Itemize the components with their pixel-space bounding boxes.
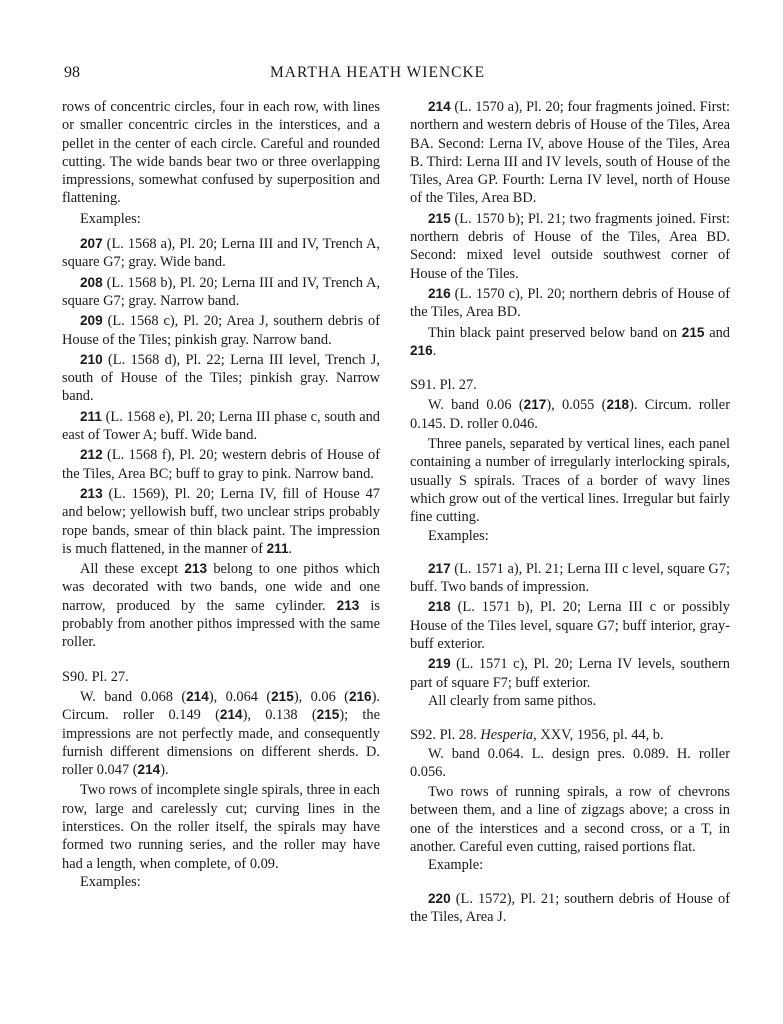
examples-label: Example:	[428, 857, 484, 874]
same-pithos-note: All clearly from same pithos.	[428, 692, 597, 709]
note-text: .	[432, 342, 437, 359]
right-column	[410, 98, 730, 926]
entry-number: 214	[428, 99, 451, 114]
entry-text: (L. 1571 b), Pl. 20; Lerna III c or possibly House of the Tiles level, square G7; buff interior, gray-buff exterior.	[410, 599, 730, 653]
entry-number: 209	[80, 313, 103, 329]
catalog-entry-218	[410, 598, 730, 653]
entry-number: 217	[428, 560, 451, 576]
entry-reference: 215	[681, 324, 705, 340]
entry-text: (L. 1570 b); Pl. 21; two fragments joined. First: northern debris of House of the Tiles, Area BD. Second: mixed level outside southwest corner of House of the Tiles.	[410, 210, 730, 282]
s91-description: Three panels, separated by vertical lines, each panel containing a number of irregularly interlocking spirals, usually S spirals. Traces of a border of wavy lines which grow out of the vertical lines. Irregular but fairly fine cutting.	[410, 436, 730, 526]
pithos-note	[62, 560, 380, 651]
catalog-entry-208	[62, 274, 380, 311]
meas-text: ); the impressions are not perfectly made, and consequently furnish different dimensions on different sherds. D. roller 0.047 (	[62, 707, 380, 779]
entry-reference: 215	[316, 707, 340, 723]
heading-text: , XXV, 1956, pl. 44, b.	[533, 727, 664, 744]
entry-text: (L. 1568 a), Pl. 20; Lerna III and IV, Trench A, square G7; gray. Wide band.	[62, 236, 380, 271]
entry-text: (L. 1568 f), Pl. 20; western debris of House of the Tiles, Area BC; buff to gray to pink. Narrow band.	[62, 447, 380, 482]
entry-reference: 217	[523, 397, 547, 413]
meas-text: ), 0.06 (	[293, 688, 349, 705]
entry-reference: 214	[137, 762, 161, 778]
meas-text: ).	[160, 762, 169, 779]
note-text: is probably from another pithos impressed with the same roller.	[62, 597, 380, 651]
entry-text: (L. 1571 c), Pl. 20; Lerna IV levels, southern part of square F7; buff exterior.	[410, 656, 730, 691]
examples-label: Examples:	[80, 210, 141, 227]
entry-reference: 213	[184, 561, 208, 577]
left-column	[62, 98, 380, 891]
entry-number: 220	[428, 890, 451, 906]
entry-reference: 211	[266, 540, 289, 556]
entry-number: 207	[80, 236, 103, 252]
entry-text: (L. 1572), Pl. 21; southern debris of House of the Tiles, Area J.	[410, 890, 730, 925]
entry-reference: 216	[410, 342, 433, 358]
heading-text: S92. Pl. 28.	[410, 727, 481, 744]
catalog-entry-207	[62, 235, 380, 272]
entry-text: (L. 1570 c), Pl. 20; northern debris of House of the Tiles, Area BD.	[410, 285, 730, 321]
paragraph: rows of concentric circles, four in each row, with lines or smaller concentric circles in the interstices, and a pellet in the center of each circle. Careful and rounded cutting. The wide bands bear two or three overlapping impressions, somewhat confused by superposition and flattening.	[62, 99, 380, 207]
catalog-entry-217	[410, 560, 730, 597]
s92-measurements: W. band 0.064. L. design pres. 0.089. H. roller 0.056.	[410, 745, 730, 780]
catalog-entry-214	[410, 98, 730, 208]
entry-text: (L. 1570 a), Pl. 20; four fragments joined. First: northern and western debris of House of the Tiles, Area BA. Second: Lerna IV, above House of the Tiles, Area B. Third: Lerna III and IV levels, south of House of the Tiles, Area GP. Fourth: Lerna IV level, north of House of the Tiles, Area BD.	[410, 99, 730, 207]
catalog-entry-215	[410, 210, 730, 283]
catalog-entry-209	[62, 312, 380, 349]
entry-reference: 214	[219, 707, 243, 723]
entry-text: (L. 1568 b), Pl. 20; Lerna III and IV, Trench A, square G7; gray. Narrow band.	[62, 274, 380, 309]
entry-reference: 216	[348, 688, 372, 704]
note-text: All these except	[80, 561, 185, 578]
entry-number: 215	[428, 210, 451, 226]
entry-text: (L. 1571 a), Pl. 21; Lerna III c level, square G7; buff. Two bands of impression.	[410, 560, 731, 596]
entry-number: 218	[428, 599, 451, 615]
note-text: and	[704, 324, 730, 341]
entry-reference: 213	[336, 597, 360, 613]
meas-text: ). Circum. roller 0.149 (	[62, 688, 381, 724]
note-text: Thin black paint preserved below band on	[428, 324, 682, 341]
catalog-entry-220	[410, 890, 730, 927]
meas-text: ), 0.064 (	[208, 688, 272, 705]
examples-label: Examples:	[80, 873, 141, 890]
examples-label: Examples:	[428, 527, 489, 544]
meas-text: ), 0.138 (	[242, 707, 317, 724]
entry-text: .	[288, 540, 293, 557]
entry-reference: 214	[186, 688, 209, 704]
page-number: 98	[64, 64, 80, 81]
entry-text: (L. 1568 e), Pl. 20; Lerna III phase c, south and east of Tower A; buff. Wide band.	[62, 408, 380, 444]
catalog-entry-211	[62, 408, 380, 445]
entry-number: 219	[428, 656, 451, 672]
s92-description: Two rows of running spirals, a row of chevrons between them, and a line of zigzags above; a cross in one of the interstices and a second cross, or a T, in another. Careful even cutting, raised portions flat.	[410, 784, 730, 855]
entry-number: 216	[428, 285, 451, 301]
journal-title: Hesperia	[480, 727, 534, 744]
entry-number: 213	[80, 485, 103, 501]
catalog-entry-212	[62, 446, 380, 483]
section-heading-s91: S91. Pl. 27.	[410, 377, 477, 394]
meas-text: W. band 0.06 (	[428, 397, 524, 414]
paint-note	[410, 324, 730, 361]
page-header	[0, 64, 783, 84]
s90-description: Two rows of incomplete single spirals, three in each row, large and carelessly cut; curving lines in the interstices. On the roller itself, the spirals may have formed two running series, and the roller may have had a length, when complete, of 0.09.	[62, 782, 380, 872]
catalog-entry-213	[62, 485, 380, 558]
section-heading-s90: S90. Pl. 27.	[62, 668, 129, 685]
note-text: belong to one pithos which was decorated with two bands, one wide and one narrow, produced by the same cylinder.	[62, 561, 380, 614]
s90-measurements	[62, 688, 380, 779]
entry-number: 210	[80, 351, 103, 367]
catalog-entry-216	[410, 285, 730, 322]
entry-text: (L. 1568 c), Pl. 20; Area J, southern debris of House of the Tiles; pinkish gray. Narrow band.	[62, 313, 380, 348]
entry-reference: 218	[606, 397, 630, 413]
running-head: MARTHA HEATH WIENCKE	[270, 64, 486, 81]
entry-reference: 215	[271, 688, 294, 704]
catalog-entry-210	[62, 351, 380, 406]
s91-measurements	[410, 396, 730, 433]
meas-text: W. band 0.068 (	[80, 688, 187, 705]
meas-text: ), 0.055 (	[546, 397, 607, 414]
entry-number: 211	[80, 408, 102, 424]
catalog-entry-219	[410, 655, 730, 692]
entry-number: 212	[80, 447, 103, 463]
meas-text: ). Circum. roller 0.145. D. roller 0.046.	[410, 397, 730, 432]
entry-text: (L. 1568 d), Pl. 22; Lerna III level, Trench J, south of House of the Tiles; pinkish gray. Narrow band.	[62, 351, 380, 405]
entry-number: 208	[80, 274, 103, 290]
section-heading-s92	[410, 726, 730, 744]
entry-text: (L. 1569), Pl. 20; Lerna IV, fill of House 47 and below; yellowish buff, two unclear strips probably rope bands, smear of thin black paint. The impression is much flattened, in the manner of	[62, 485, 380, 557]
